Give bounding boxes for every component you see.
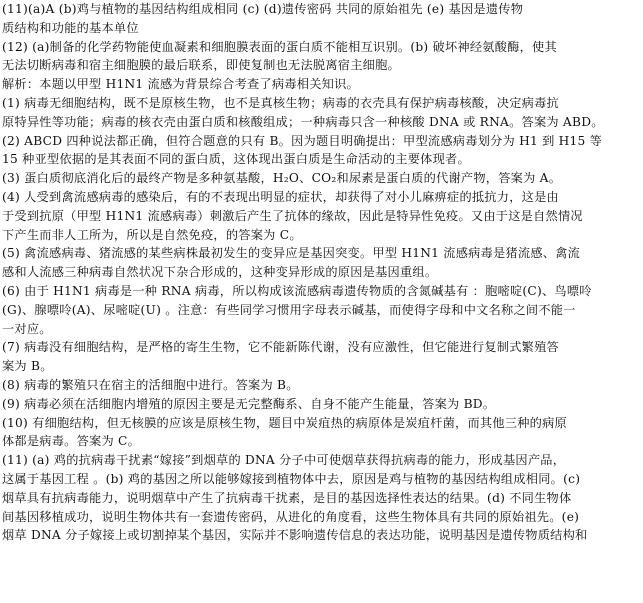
text-line: (8) 病毒的繁殖只在宿主的活细胞中进行。答案为 B。 [2,377,299,392]
text-line: (1) 病毒无细胞结构，既不是原核生物，也不是真核生物；病毒的衣壳具有保护病毒核酸，决定病毒抗 [2,95,559,110]
text-line: 质结构和功能的基本单位 [2,20,139,35]
text-line: 间基因移植成功，说明生物体共有一套遗传密码，从进化的角度看，这些生物体具有共同的原始祖先。(e) [2,509,580,524]
text-line: (11)(a)A (b)鸡与植物的基因结构组成相同 (c) (d)遗传密码 共同的原始祖先 (e) 基因是遗传物 [2,2,524,16]
text-line: 下产生而非人工所为，所以是自然免疫，的答案为 C。 [2,227,302,242]
text-line: 无法切断病毒和宿主细胞膜的最后联系，即使复制也无法脱离宿主细胞。 [2,58,400,73]
text-line: 一对应。 [2,321,52,336]
text-line: 于受到抗原（甲型 H1N1 流感病毒）刺激后产生了抗体的缘故，因此是特异性免疫。又由于这是自然情况 [2,208,583,223]
text-line: 烟草 DNA 分子嫁接上或切割掉某个基因，实际并不影响遗传信息的表达功能，说明基因是遗传物质结构和 [2,528,588,543]
text-line: 解析：本题以甲型 H1N1 流感为背景综合考查了病毒相关知识。 [2,77,359,92]
text-line: (11) (a) 鸡的抗病毒干扰素“嫁接”到烟草的 DNA 分子中可使烟草获得抗病毒的能力，形成基因产品， [2,453,566,468]
text-line: 烟草具有抗病毒能力，说明烟草中产生了抗病毒干扰素，是目的基因选择性表达的结果。(d) 不同生物体 [2,490,572,505]
text-line: 原特异性等功能；病毒的核衣壳由蛋白质和核酸组成；一种病毒只含一种核酸 DNA 或 RNA。答案为 ABD。 [2,114,604,129]
text-line: (7) 病毒没有细胞结构，是严格的寄生生物，它不能新陈代谢，没有应激性，但它能进行复制式繁殖答 [2,340,559,355]
text-line: 案为 B。 [2,359,53,374]
text-line: (G)、腺嘌呤(A)、尿嘧啶(U) 。注意：有些同学习惯用字母表示碱基，而使得字母和中文名称之间不能一 [2,302,576,317]
text-line: 体都是病毒。答案为 C。 [2,434,141,449]
text-line: (4) 人受到禽流感病毒的感染后，有的不表现出明显的症状，却获得了对小儿麻痹症的抵抗力，这是由 [2,189,559,204]
text-line: (9) 病毒必须在活细胞内增殖的原因主要是无完整酶系、自身不能产生能量，答案为 BD。 [2,396,496,411]
document-body [2,0,641,545]
text-line: (3) 蛋白质彻底消化后的最终产物是多种氨基酸，H₂O、CO₂和尿素是蛋白质的代谢产物，答案为 A。 [2,171,562,186]
text-line: 这属于基因工程 。(b) 鸡的基因之所以能够嫁接到植物体中去，原因是鸡与植物的基因结构组成相同。(c) [2,471,581,486]
text-line: 感和人流感三种病毒自然状况下杂合形成的，这种变异形成的原因是基因重组。 [2,265,438,280]
text-line: (6) 由于 H1N1 病毒是一种 RNA 病毒，所以构成该流感病毒遗传物质的含氮碱基有 ：胞嘧啶(C)、鸟嘌呤 [2,283,592,298]
text-line: (5) 禽流感病毒、猪流感的某些病株最初发生的变异应是基因突变。甲型 H1N1 流感病毒是猪流感、禽流 [2,246,581,261]
text-line: 15 种亚型依据的是其表面不同的蛋白质，这体现出蛋白质是生命活动的主要体现者。 [2,152,470,167]
text-line: (2) ABCD 四种说法都正确，但符合题意的只有 B。因为题目明确提出：甲型流感病毒划分为 H1 到 H15 等 [2,133,603,148]
text-line: (10) 有细胞结构，但无核膜的应该是原核生物，题目中炭疽热的病原体是炭疽杆菌，而其他三种的病原 [2,415,567,430]
text-line: (12) (a)制备的化学药物能使血凝素和细胞膜表面的蛋白质不能相互识别。(b) 破坏神经氨酸酶，使其 [2,39,557,54]
